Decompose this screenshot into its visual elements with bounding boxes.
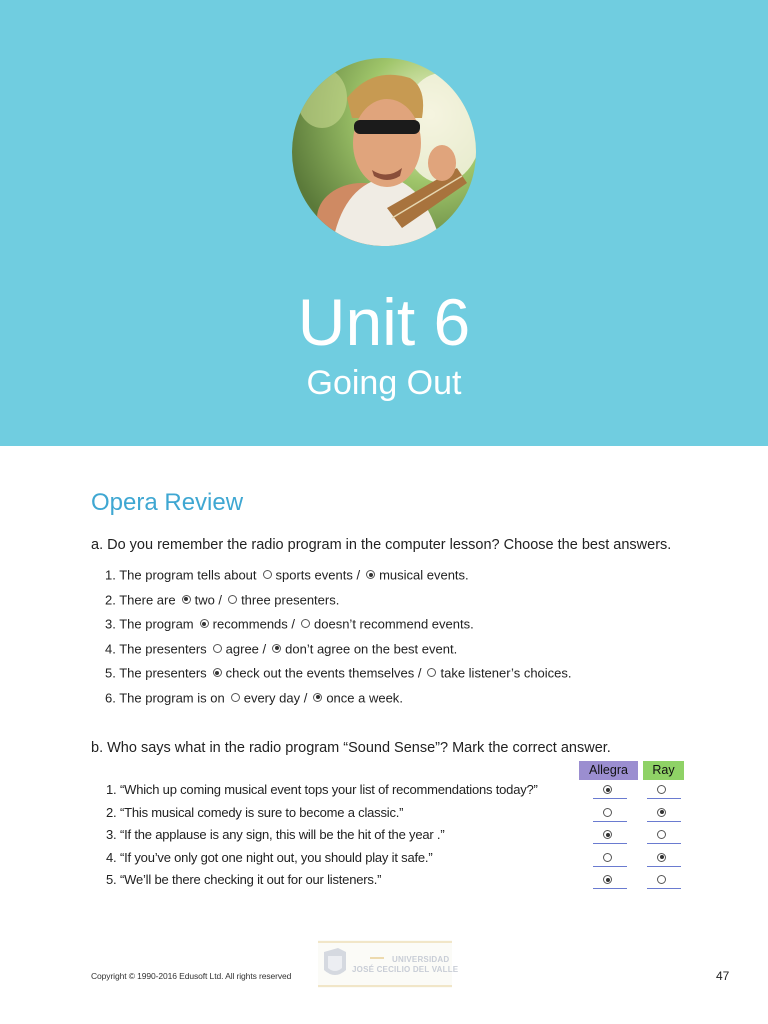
table-row [106, 848, 706, 871]
unit-banner [0, 0, 768, 446]
question-prefix: 1. The program tells about [105, 567, 257, 583]
list-item [105, 639, 705, 664]
row-number: 4. [106, 849, 117, 865]
ray-answer-cell [647, 783, 681, 799]
option-2-label: don’t agree [285, 641, 351, 657]
table-row [106, 870, 706, 893]
part-b-instruction: b. Who says what in the radio program “Sound Sense”? Mark the correct answer. [91, 740, 611, 756]
ray-radio[interactable] [657, 875, 666, 884]
option-2-label: musical events. [379, 567, 469, 583]
ray-answer-cell [647, 806, 681, 822]
ray-answer-cell [647, 851, 681, 867]
part-a-question-list [105, 565, 705, 712]
radio-option-1[interactable] [213, 668, 222, 677]
radio-option-2[interactable] [228, 595, 237, 604]
radio-option-2[interactable] [313, 693, 322, 702]
question-suffix: . [399, 690, 403, 706]
university-logo-watermark [318, 940, 452, 988]
allegra-answer-cell [593, 851, 627, 867]
ray-radio[interactable] [657, 830, 666, 839]
allegra-radio[interactable] [603, 785, 612, 794]
column-header-allegra: Allegra [579, 761, 638, 780]
radio-option-1[interactable] [182, 595, 191, 604]
list-item [105, 565, 705, 590]
list-item [105, 663, 705, 688]
ray-answer-cell [647, 873, 681, 889]
quote-text: “We’ll be there checking it out for our listeners.” [120, 872, 382, 887]
question-prefix: 6. The program is on [105, 690, 225, 706]
unit-title: Unit 6 [297, 285, 471, 359]
page-number: 47 [716, 969, 730, 983]
ray-radio[interactable] [657, 853, 666, 862]
logo-line-1: UNIVERSIDAD [392, 955, 450, 964]
allegra-radio[interactable] [603, 808, 612, 817]
radio-option-2[interactable] [366, 570, 375, 579]
question-prefix: 3. The program [105, 616, 194, 632]
question-suffix: on the best event. [353, 641, 458, 657]
table-row [106, 803, 706, 826]
list-item [105, 590, 705, 615]
table-row [106, 780, 706, 803]
unit-subtitle: Going Out [306, 364, 462, 402]
quote-text: “If the applause is any sign, this will be the hit of the year .” [120, 827, 445, 842]
option-2-label: three presenters. [241, 592, 340, 608]
allegra-answer-cell [593, 828, 627, 844]
row-number: 2. [106, 804, 117, 820]
option-1-label: two / [194, 592, 223, 608]
option-1-label: sports events / [275, 567, 361, 583]
option-2-label: take listener’s choices. [440, 665, 572, 681]
row-number: 1. [106, 782, 117, 797]
option-2-label: once a week [326, 690, 400, 706]
copyright-notice: Copyright © 1990-2016 Edusoft Ltd. All rights reserved [91, 971, 292, 981]
quote-text: “Which up coming musical event tops your list of recommendations today?” [120, 782, 538, 797]
table-row [106, 825, 706, 848]
radio-option-1[interactable] [263, 570, 272, 579]
allegra-answer-cell [593, 806, 627, 822]
option-1-label: check out the events themselves / [225, 665, 422, 681]
quote-text: “This musical comedy is sure to become a classic.” [120, 804, 404, 820]
allegra-radio[interactable] [603, 853, 612, 862]
radio-option-2[interactable] [427, 668, 436, 677]
question-prefix: 2. There are [105, 592, 176, 608]
radio-option-2[interactable] [272, 644, 281, 653]
allegra-radio[interactable] [603, 875, 612, 884]
allegra-radio[interactable] [603, 830, 612, 839]
list-item [105, 688, 705, 713]
logo-line-2: JOSÉ CECILIO DEL VALLE [352, 965, 459, 974]
column-header-ray: Ray [643, 761, 684, 780]
question-prefix: 5. The presenters [105, 665, 207, 681]
option-2-label: doesn’t recommend events. [314, 616, 474, 632]
option-1-label: agree / [225, 641, 267, 657]
question-prefix: 4. The presenters [105, 641, 207, 657]
ray-radio[interactable] [657, 808, 666, 817]
quote-text: “If you’ve only got one night out, you should play it safe.” [120, 849, 433, 865]
radio-option-1[interactable] [200, 619, 209, 628]
radio-option-1[interactable] [213, 644, 222, 653]
option-1-label: recommends / [212, 616, 296, 632]
list-item [105, 614, 705, 639]
row-number: 5. [106, 872, 117, 887]
guitarist-photo [292, 58, 476, 246]
ray-radio[interactable] [657, 785, 666, 794]
part-b-question-list [106, 780, 706, 893]
ray-answer-cell [647, 828, 681, 844]
allegra-answer-cell [593, 783, 627, 799]
option-1-label: every day / [243, 690, 308, 706]
allegra-answer-cell [593, 873, 627, 889]
part-a-instruction: a. Do you remember the radio program in the computer lesson? Choose the best answers. [91, 537, 672, 553]
radio-option-2[interactable] [301, 619, 310, 628]
row-number: 3. [106, 827, 117, 842]
section-title: Opera Review [91, 489, 244, 516]
radio-option-1[interactable] [231, 693, 240, 702]
